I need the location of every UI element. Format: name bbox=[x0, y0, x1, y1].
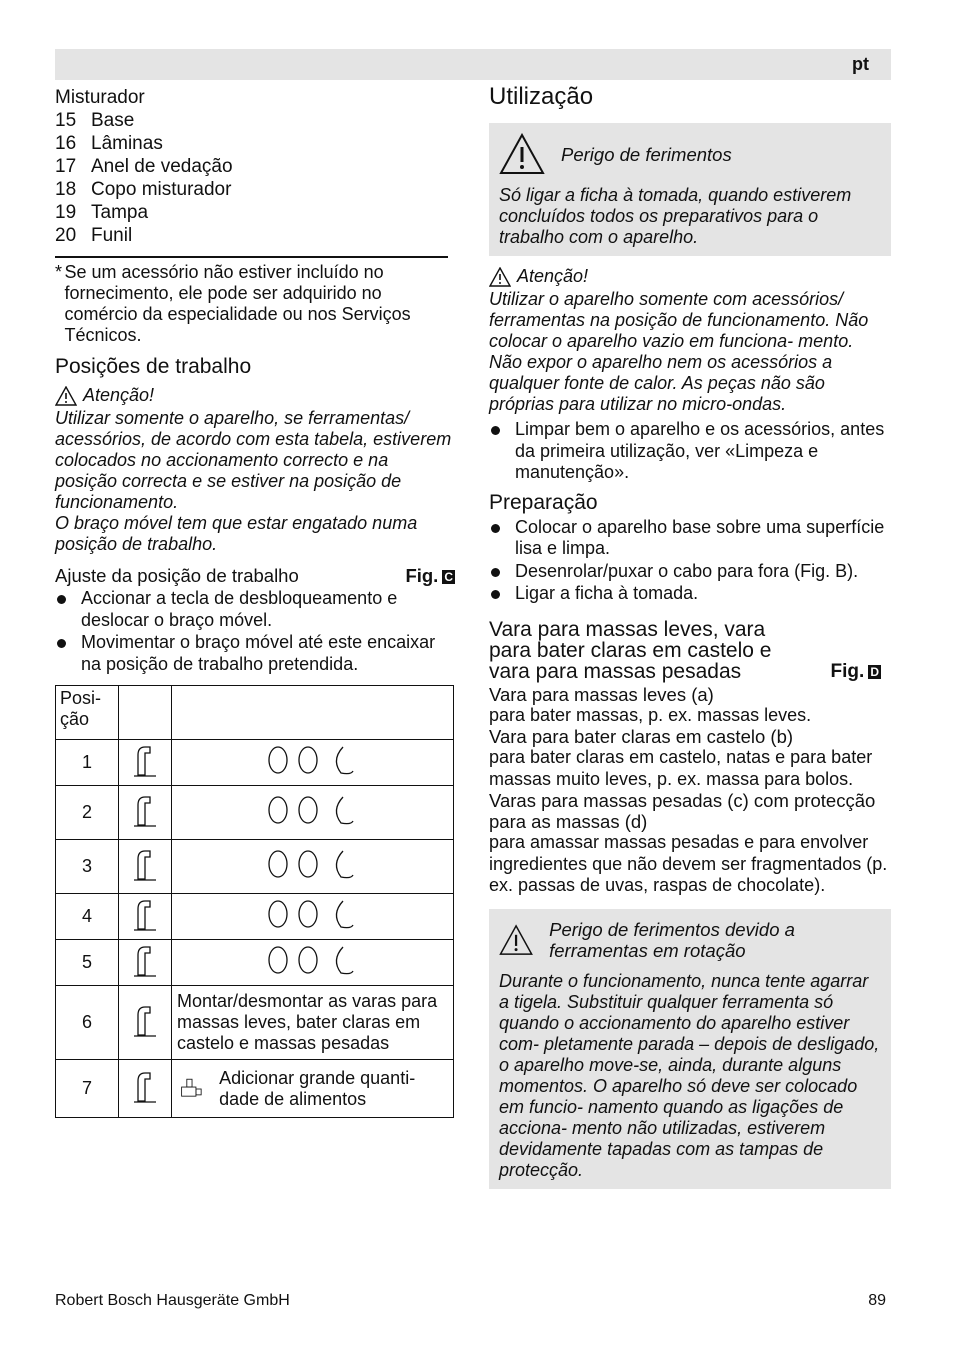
danger-2-header bbox=[499, 919, 881, 961]
danger-1-header bbox=[499, 133, 881, 175]
part-number: 20 bbox=[55, 225, 77, 246]
table-row-text: Adicionar grande quanti- dade de alimentos bbox=[219, 1067, 416, 1109]
bullet-clean bbox=[489, 419, 891, 484]
table-position: 2 bbox=[81, 802, 92, 822]
vara-heading bbox=[489, 619, 891, 682]
a-text: para bater massas, p. ex. massas leves. bbox=[489, 704, 812, 725]
fig-letter: D bbox=[870, 664, 879, 679]
language-code: pt bbox=[852, 54, 869, 74]
table-header-row bbox=[56, 686, 454, 740]
b-text: para bater claras em castelo, natas e para bater massas muito leves, p. ex. massa para bolos. bbox=[489, 747, 873, 789]
attention-text-2: O braço móvel tem que estar engatado numa posição de trabalho. bbox=[55, 513, 418, 554]
table-position-cell bbox=[56, 740, 119, 786]
table-icon-cell bbox=[119, 894, 172, 940]
footnote-text: Se um acessório não estiver incluído no fornecimento, ele pode ser adquirido no comércio da especialidade ou nos Serviços Técnicos. bbox=[64, 262, 411, 345]
table-content-cell bbox=[172, 740, 454, 786]
table-position: 1 bbox=[81, 752, 92, 772]
bullet-item bbox=[489, 561, 891, 583]
part-item bbox=[55, 132, 455, 155]
positions-title: Posições de trabalho bbox=[55, 355, 252, 378]
part-number: 17 bbox=[55, 156, 77, 177]
footnote-star: * bbox=[55, 262, 63, 282]
table-position-cell bbox=[56, 1060, 119, 1118]
table-icon-cell bbox=[119, 740, 172, 786]
bullet-dot bbox=[55, 588, 81, 631]
table-position-cell bbox=[56, 786, 119, 840]
danger-1-title: Perigo de ferimentos bbox=[561, 143, 732, 165]
bullet-dot bbox=[489, 517, 515, 560]
bullet-dot bbox=[55, 632, 81, 675]
table-position: 3 bbox=[81, 856, 92, 876]
adjust-bullets bbox=[55, 588, 455, 675]
table-position: 7 bbox=[81, 1078, 92, 1098]
left-column bbox=[55, 86, 455, 1118]
header-bar bbox=[55, 49, 891, 80]
attention-line-right bbox=[489, 266, 891, 287]
adjust-fig bbox=[405, 565, 455, 586]
arm-position-icon bbox=[130, 791, 160, 829]
table-row bbox=[56, 840, 454, 894]
part-item bbox=[55, 109, 455, 132]
bullet-text: Desenrolar/puxar o cabo para fora (Fig. B). bbox=[515, 560, 859, 581]
prep-bullets bbox=[489, 517, 891, 605]
fig-label: Fig. bbox=[405, 565, 439, 586]
bullet-text: Limpar bem o aparelho e os acessórios, antes da primeira utilização, ver «Limpeza e manutenção». bbox=[515, 419, 885, 482]
table-content-cell bbox=[172, 986, 454, 1060]
part-item bbox=[55, 155, 455, 178]
table-content-cell bbox=[172, 894, 454, 940]
footer-page-number: 89 bbox=[868, 1292, 886, 1309]
bullet-dot bbox=[489, 583, 515, 605]
danger-2-text: Durante o funcionamento, nunca tente agarrar a tigela. Substituir qualquer ferramenta só quando o accionamento do aparelho estiver com- pletamente parada – depois de desligado, o aparelho move-se, ainda, durante alguns momentos. O aparelho só deve ser colocado em funcio- namento quando as ligações de acciona- mento não utilizadas, estiverem devidamente tapadas com as tampas de protecção. bbox=[499, 970, 880, 1180]
b-title: Vara para bater claras em castelo (b) bbox=[489, 726, 794, 747]
food-processor-icon bbox=[179, 1070, 205, 1108]
bullet-text: Movimentar o braço móvel até este encaixar na posição de trabalho pretendida. bbox=[81, 632, 436, 674]
accessory-tools-icon bbox=[253, 943, 373, 977]
table-position-cell bbox=[56, 840, 119, 894]
danger-2-title: Perigo de ferimentos devido a ferramentas em rotação bbox=[549, 918, 795, 961]
bullet-text: Colocar o aparelho base sobre uma superfície lisa e limpa. bbox=[515, 516, 885, 558]
table-content-cell bbox=[172, 1060, 454, 1118]
bullet-dot bbox=[489, 561, 515, 583]
part-number: 19 bbox=[55, 202, 77, 223]
danger-1-text: Só ligar a ficha à tomada, quando estiverem concluídos todos os preparativos para o trabalho com o aparelho. bbox=[499, 185, 852, 247]
table-icon-cell bbox=[119, 786, 172, 840]
parts-list bbox=[55, 109, 455, 247]
table-row bbox=[56, 940, 454, 986]
table-icon-cell bbox=[119, 1060, 172, 1118]
attention-text-right: Utilizar o aparelho somente com acessórios/ ferramentas na posição de funcionamento. Não colocar o aparelho vazio em funciona- mento. Não expor o aparelho nem os acessórios a qualquer fonte de calor. As peças não são próprias para utilizar no micro-ondas. bbox=[489, 289, 869, 414]
adjust-heading bbox=[55, 565, 455, 586]
attention-label: Atenção! bbox=[83, 385, 155, 405]
table-position-cell bbox=[56, 986, 119, 1060]
table-content-cell bbox=[172, 786, 454, 840]
accessory-tools-icon bbox=[253, 743, 373, 777]
table-row-text: Montar/desmontar as varas para massas leves, bater claras em castelo e massas pesadas bbox=[177, 991, 438, 1053]
table-position-cell bbox=[56, 894, 119, 940]
footer-company: Robert Bosch Hausgeräte GmbH bbox=[55, 1292, 290, 1309]
arm-position-icon bbox=[130, 1067, 160, 1105]
part-label: Copo misturador bbox=[91, 179, 232, 200]
divider bbox=[55, 256, 448, 258]
bullet-item bbox=[489, 517, 891, 560]
arm-position-icon bbox=[130, 941, 160, 979]
table-row bbox=[56, 986, 454, 1060]
positions-table bbox=[55, 685, 454, 1118]
attention-text-1: Utilizar somente o aparelho, se ferramentas/ acessórios, de acordo com esta tabela, estiverem colocados no accionamento correcto e na posição correcta e se estiver na posição de funcionamento. bbox=[55, 408, 452, 512]
table-row bbox=[56, 786, 454, 840]
accessory-tools-icon bbox=[253, 897, 373, 931]
part-number: 16 bbox=[55, 133, 77, 154]
table-position: 5 bbox=[81, 952, 92, 972]
bullet-text: Ligar a ficha à tomada. bbox=[515, 583, 699, 603]
warning-icon bbox=[499, 919, 533, 961]
arm-position-icon bbox=[130, 741, 160, 779]
danger-box-1 bbox=[489, 123, 891, 256]
table-row bbox=[56, 740, 454, 786]
bullet-text: Accionar a tecla de desbloqueamento e deslocar o braço móvel. bbox=[81, 588, 398, 630]
footnote bbox=[55, 262, 455, 346]
accessory-tools-icon bbox=[253, 793, 373, 827]
part-label: Tampa bbox=[91, 202, 149, 223]
section-title: Misturador bbox=[55, 87, 145, 108]
part-label: Funil bbox=[91, 225, 133, 246]
prep-title: Preparação bbox=[489, 490, 598, 514]
usage-title: Utilização bbox=[489, 83, 594, 110]
vara-heading-text: Vara para massas leves, vara para bater claras em castelo e vara para massas pesadas bbox=[489, 617, 772, 683]
c-title: Varas para massas pesadas (c) com protecção para as massas (d) bbox=[489, 790, 876, 832]
table-icon-cell bbox=[119, 986, 172, 1060]
fig-label: Fig. bbox=[830, 660, 865, 682]
part-item bbox=[55, 178, 455, 201]
arm-position-icon bbox=[130, 895, 160, 933]
table-content-cell bbox=[172, 840, 454, 894]
table-position: 4 bbox=[81, 906, 92, 926]
vara-fig bbox=[831, 661, 881, 682]
bullet-item bbox=[55, 588, 455, 631]
part-label: Base bbox=[91, 110, 135, 131]
bullet-item bbox=[55, 632, 455, 675]
table-header-empty-2 bbox=[172, 686, 454, 740]
table-header-position bbox=[56, 686, 119, 740]
part-number: 15 bbox=[55, 110, 77, 131]
warning-icon bbox=[55, 386, 77, 406]
fig-letter: C bbox=[444, 570, 453, 584]
a-title: Vara para massas leves (a) bbox=[489, 683, 714, 705]
part-label: Lâminas bbox=[91, 133, 163, 154]
table-header-empty bbox=[119, 686, 172, 740]
attention-label: Atenção! bbox=[517, 266, 589, 286]
table-position-cell bbox=[56, 940, 119, 986]
table-row bbox=[56, 894, 454, 940]
table-content-cell bbox=[172, 940, 454, 986]
danger-box-2 bbox=[489, 909, 891, 1189]
attention-line bbox=[55, 385, 455, 406]
warning-icon bbox=[489, 267, 511, 287]
table-row bbox=[56, 1060, 454, 1118]
table-header-text: Posi- ção bbox=[60, 688, 102, 729]
arm-position-icon bbox=[130, 1001, 160, 1039]
right-column bbox=[489, 83, 891, 1195]
accessory-tools-icon bbox=[253, 847, 373, 881]
part-item bbox=[55, 224, 455, 247]
arm-position-icon bbox=[130, 845, 160, 883]
bullet-dot bbox=[489, 419, 515, 484]
adjust-title: Ajuste da posição de trabalho bbox=[55, 565, 299, 586]
bullet-item bbox=[489, 583, 891, 605]
warning-icon bbox=[499, 133, 545, 175]
table-icon-cell bbox=[119, 840, 172, 894]
part-item bbox=[55, 201, 455, 224]
table-position: 6 bbox=[81, 1012, 92, 1032]
table-icon-cell bbox=[119, 940, 172, 986]
part-number: 18 bbox=[55, 179, 77, 200]
part-label: Anel de vedação bbox=[91, 156, 233, 177]
c-text: para amassar massas pesadas e para envolver ingredientes que não devem ser fragmentados (p. ex. passas de uvas, raspas de chocolate). bbox=[489, 832, 888, 895]
